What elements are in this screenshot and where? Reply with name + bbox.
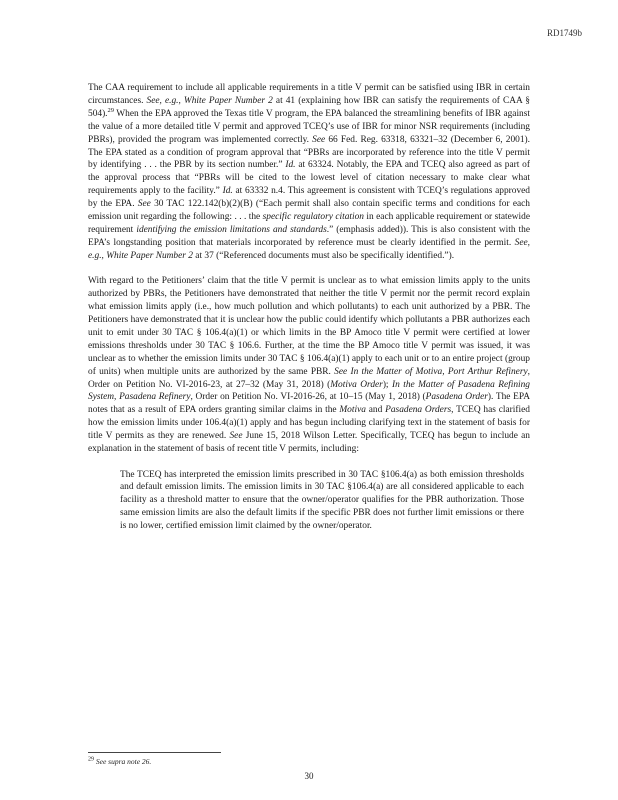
text-run: at 63324. Notably, the EPA and TCEQ also agreed as part of the approval process that “PBRs will be cited to the lowest level of citation necessary to make clear what requirements apply to the facility.” <box>88 160 530 197</box>
italic-text: Id. <box>222 186 233 197</box>
footnote-text: See supra note 26. <box>95 757 152 766</box>
text-run: The CAA requirement to include all applicable requirements in a title V permit can be satisfied using IBR in certain circumstances. <box>88 83 530 106</box>
italic-text: See In the Matter of Motiva, Port Arthur Refinery <box>334 366 528 377</box>
page-number: 30 <box>304 771 314 781</box>
footnote <box>88 757 151 766</box>
paragraph <box>88 82 530 263</box>
italic-text: Pasadena Order <box>425 392 488 403</box>
text-run: 30 TAC 122.142(b)(2)(B) (“Each permit shall also contain specific terms and conditions for each emission unit regarding the following: . . . the <box>88 199 530 223</box>
text-run: ). The EPA notes that as a result of EPA orders granting similar claims in the <box>88 392 530 416</box>
text-run: 66 Fed. Reg. 63318, 63321–32 (December 6, 2001). The EPA stated as a condition of program approval that “PBRs are incorporated by reference into the title V permit by identifying . . . the PBR by its section number.” <box>88 134 530 171</box>
italic-text: See <box>137 199 151 210</box>
text-run: With regard to the Petitioners’ claim that the title V permit is unclear as to what emission limits apply to the units authorized by PBRs, the Petitioners have demonstrated that neither the title V permit nor the permit record explain what emission limits apply (i.e., how much pollution and which pollutants) to each unit authorized by a PBR. The Petitioners have demonstrated that it is unclear how the public could identify which pollutants a PBR authorizes each unit to emit under 30 TAC § 106.4(a)(1) or which limits in the BP Amoco title V permit were certified at lower emissions thresholds under 30 TAC § 106.6. Further, at the time the BP Amoco title V permit was issued, it was unclear as to whether the emission limits under 30 TAC § 106.4(a)(1) apply to each unit or to an entire project (group of units) when multiple units are authorized by the same PBR. <box>88 276 530 377</box>
footnote-number: 29 <box>88 756 94 763</box>
text-run: at 63332 n.4. This agreement is consistent with TCEQ’s regulations approved by the EPA. <box>88 186 530 210</box>
italic-text: Pasadena Orders <box>385 405 452 416</box>
text-run: ); <box>382 379 392 390</box>
italic-text: Motiva Order <box>330 379 383 390</box>
italic-text: specific regulatory citation <box>262 212 364 223</box>
italic-text: identifying the emission limitations and standards <box>136 224 327 235</box>
block-quote: The TCEQ has interpreted the emission limits prescribed in 30 TAC §106.4(a) as both emission thresholds and default emission limits. The emission limits in 30 TAC §106.4(a) are all considered applicable to each facility as a threshold matter to ensure that the owner/operator qualifies for the PBR authorization. Those same emission limits are also the default limits if the specific PBR does not further limit emissions or there is no lower, certified emission limit claimed by the owner/operator. <box>120 469 524 532</box>
footnote-reference: 29 <box>107 106 115 114</box>
document-id: RD1749b <box>546 28 582 38</box>
italic-text: See, e.g., White Paper Number 2 <box>146 95 273 106</box>
italic-text: See <box>229 431 243 442</box>
text-run: at 37 (“Referenced documents must also be specifically identified.”). <box>192 250 455 261</box>
footnote-divider <box>88 752 221 753</box>
italic-text: See, e.g., White Paper Number 2 <box>88 237 530 261</box>
italic-text: In the Matter of Pasadena Refining System, Pasadena Refinery <box>88 379 530 403</box>
text-run: June 15, 2018 Wilson Letter. Specifically, TCEQ has begun to include an explanation in the statement of basis of recent title V permits, including: <box>88 431 530 455</box>
text-run: .” (emphasis added)). This is also consistent with the EPA’s longstanding position that materials incorporated by reference must be clearly identified in the permit. <box>88 224 530 248</box>
body-text <box>88 82 530 533</box>
text-run: , Order on Petition No. VI-2016-23, at 27–32 (May 31, 2018) ( <box>88 366 530 390</box>
italic-text: Id. <box>285 160 296 171</box>
italic-text: Motiva <box>339 405 366 416</box>
text-run: in each applicable requirement or statewide requirement <box>88 212 530 235</box>
text-run: at 41 (explaining how IBR can satisfy the requirements of CAA § 504). <box>88 95 530 119</box>
text-run: , TCEQ has clarified how the emission limits under 106.4(a)(1) apply and has begun including clarifying text in the statement of basis for title V permits as they are renewed. <box>88 405 530 442</box>
text-run: and <box>365 405 386 416</box>
text-run: When the EPA approved the Texas title V program, the EPA balanced the streamlining benefits of IBR against the value of a more detailed title V permit and approved TCEQ’s use of IBR for minor NSR requirements (including PBRs), provided the program was implemented correctly. <box>88 108 530 145</box>
paragraph <box>88 275 530 456</box>
italic-text: See <box>312 134 326 145</box>
text-run: , Order on Petition No. VI-2016-26, at 10–15 (May 1, 2018) ( <box>190 392 426 403</box>
